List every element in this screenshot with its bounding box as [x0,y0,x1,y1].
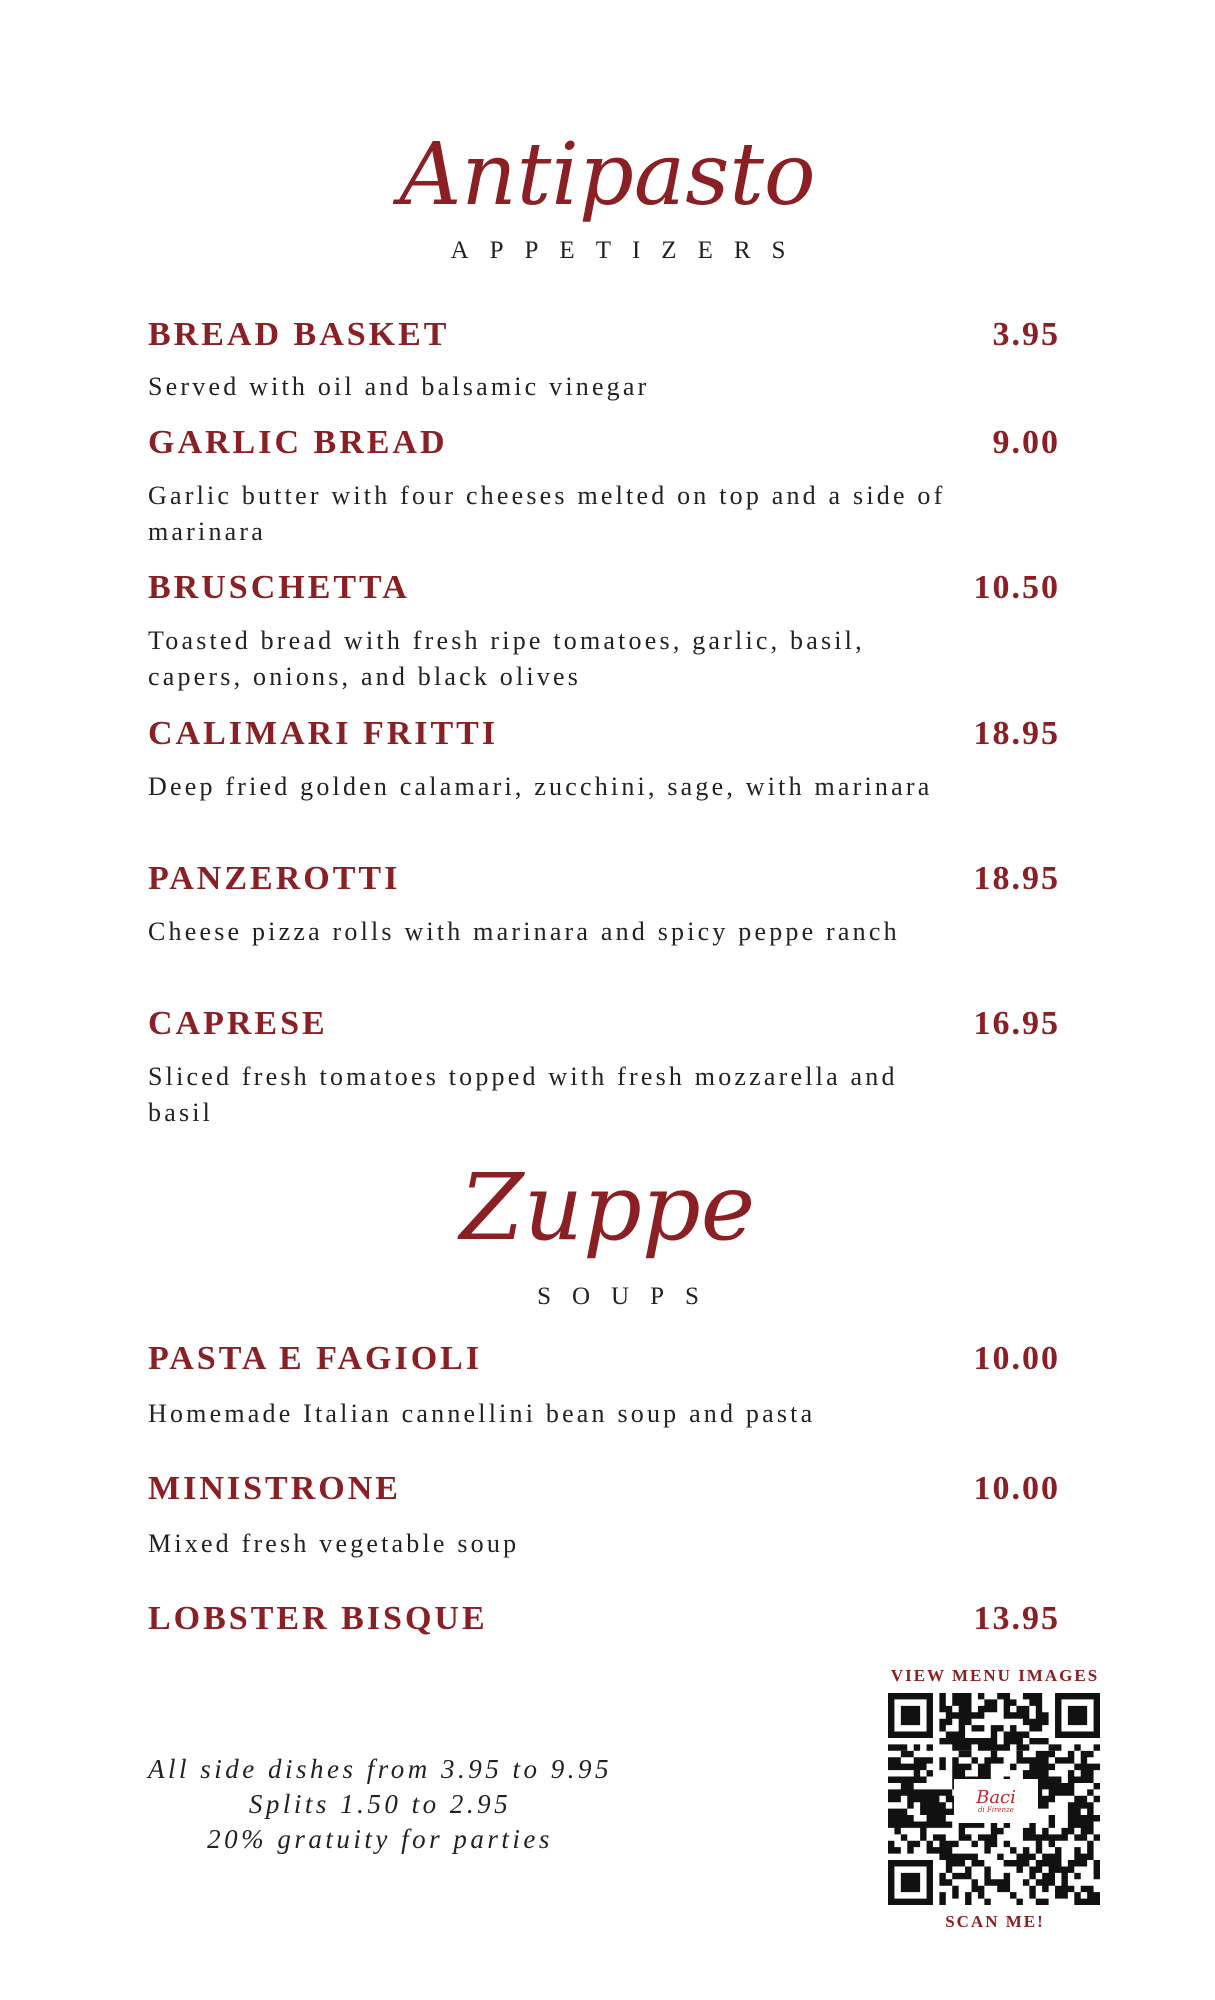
qr-code[interactable] [888,1693,1100,1905]
menu-item-description: Cheese pizza rolls with marinara and spicy peppe ranch [148,917,900,946]
note-splits: Splits 1.50 to 2.95 [248,1789,512,1819]
qr-top-label: VIEW MENU IMAGES [890,1666,1100,1685]
menu-item-name: PANZEROTTI [148,860,401,897]
qr-logo-name: Baci [976,1786,1016,1808]
menu-item-price: 10.00 [973,1470,1060,1507]
section-subtitle-soups: SOUPS [537,1283,720,1310]
qr-bottom-label: SCAN ME! [945,1912,1045,1931]
section-title-antipasto: Antipasto [399,125,816,225]
section-title-zuppe: Zuppe [459,1154,756,1261]
menu-item-name: PASTA E FAGIOLI [148,1340,483,1377]
menu-item-description: Mixed fresh vegetable soup [148,1529,520,1558]
menu-item-description: Toasted bread with fresh ripe tomatoes, garlic, basil, capers, onions, and black olives [148,626,865,691]
section-subtitle-appetizers: APPETIZERS [450,237,807,264]
menu-item-description: Homemade Italian cannellini bean soup and pasta [148,1399,816,1428]
menu-item-name: GARLIC BREAD [148,424,448,461]
menu-item-description: Sliced fresh tomatoes topped with fresh mozzarella and basil [148,1062,898,1127]
menu-item-description: Served with oil and balsamic vinegar [148,372,650,401]
menu-item-price: 13.95 [973,1600,1060,1637]
menu-item-description: Deep fried golden calamari, zucchini, sage, with marinara [148,772,933,801]
qr-logo-sub: di Firenze [978,1805,1014,1814]
menu-item-description: Garlic butter with four cheeses melted on top and a side of marinara [148,481,946,546]
menu-item-name: LOBSTER BISQUE [148,1600,488,1637]
menu-item-price: 3.95 [992,316,1060,353]
menu-item-price: 18.95 [973,860,1060,897]
menu-item-price: 9.00 [992,424,1060,461]
menu-item-name: BREAD BASKET [148,316,450,353]
menu-item-price: 10.50 [973,569,1060,606]
menu-item-name: MINISTRONE [148,1470,401,1507]
menu-item-name: CAPRESE [148,1005,328,1042]
menu-item-name: BRUSCHETTA [148,569,410,606]
qr-logo [954,1779,1038,1823]
menu-item-price: 18.95 [973,715,1060,752]
menu-item-name: CALIMARI FRITTI [148,715,499,752]
menu-notes [100,1752,660,1857]
menu-item-price: 10.00 [973,1340,1060,1377]
note-side-dishes: All side dishes from 3.95 to 9.95 [148,1754,612,1784]
menu-item-price: 16.95 [973,1005,1060,1042]
note-gratuity: 20% gratuity for parties [207,1824,553,1854]
